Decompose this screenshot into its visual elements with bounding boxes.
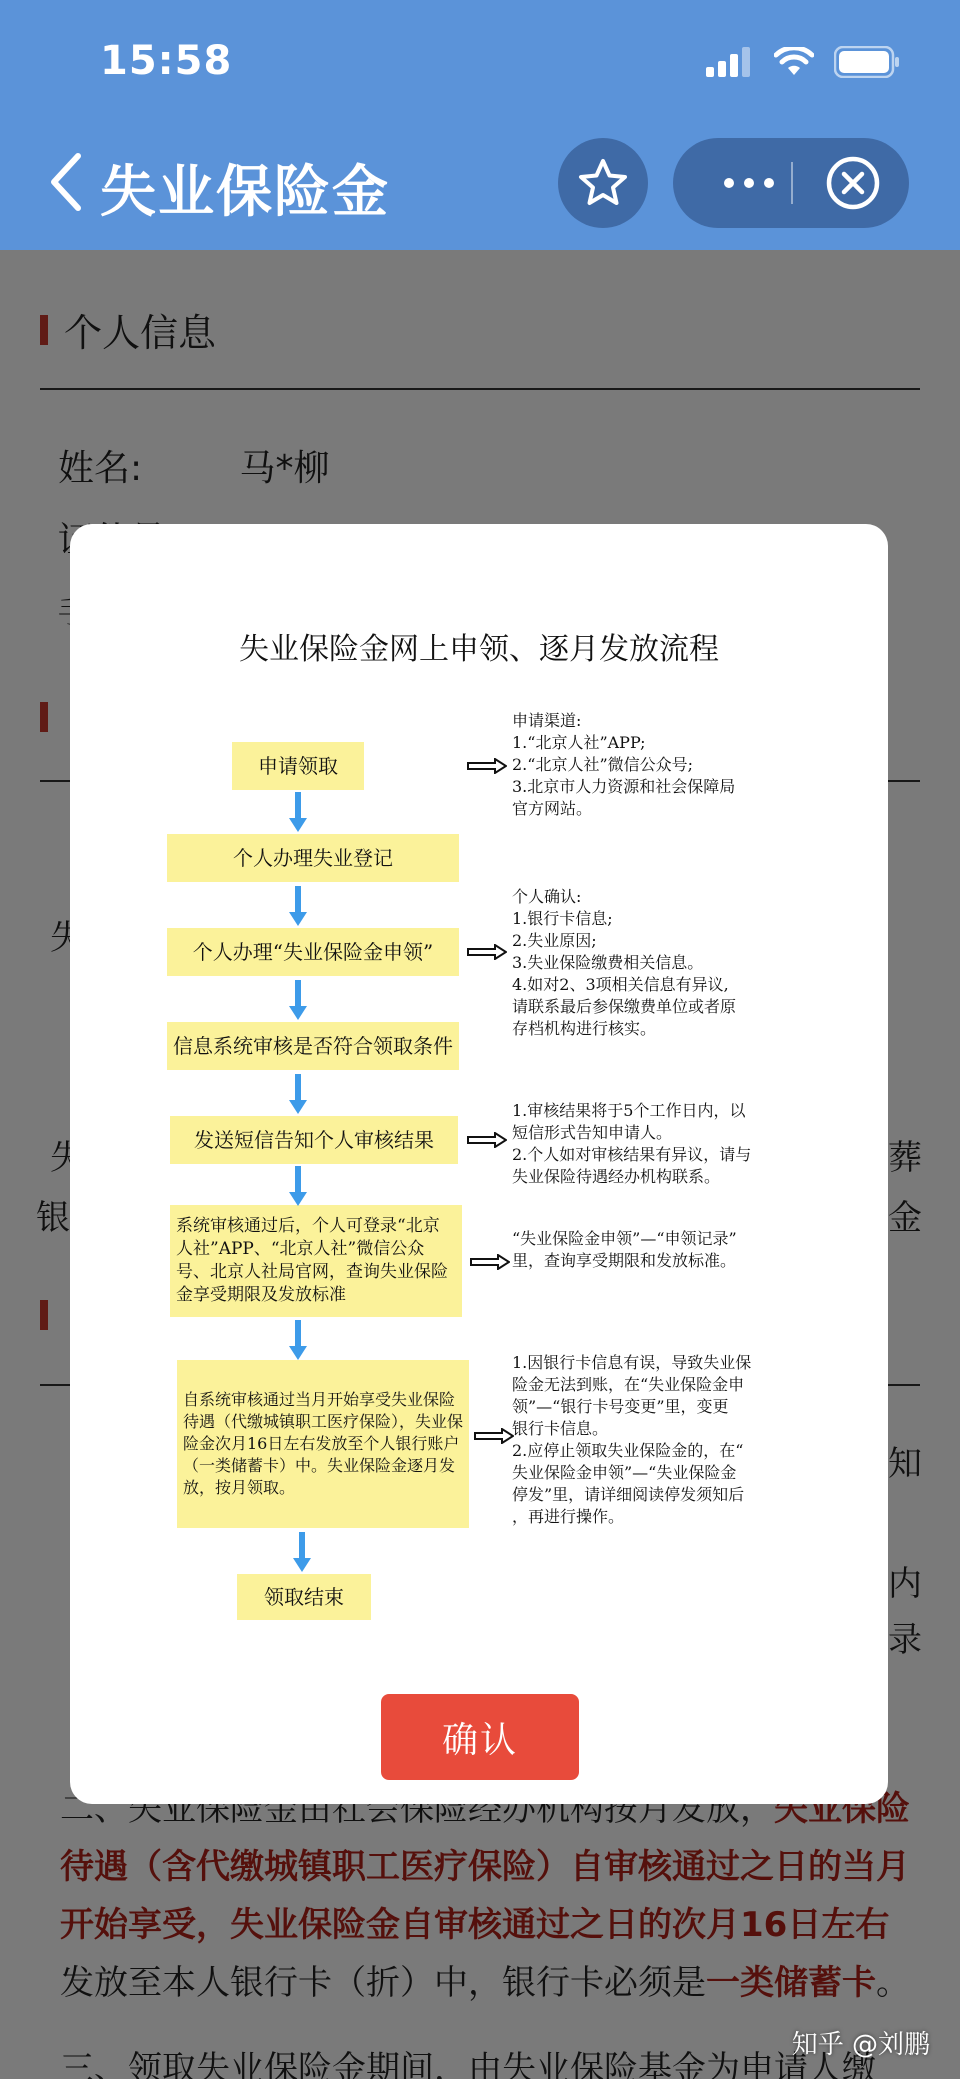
flow-step-end: 领取结束 bbox=[237, 1574, 371, 1620]
back-button[interactable] bbox=[44, 150, 92, 214]
flow-arrow-down-icon bbox=[288, 1166, 308, 1206]
flow-arrow-right-icon bbox=[467, 758, 507, 774]
flow-arrow-down-icon bbox=[288, 1320, 308, 1360]
confirm-button[interactable]: 确认 bbox=[381, 1694, 579, 1780]
flow-arrow-right-icon bbox=[470, 1254, 510, 1270]
close-circle-icon bbox=[825, 155, 881, 211]
note-confirm: 个人确认: 1.银行卡信息; 2.失业原因; 3.失业保险缴费相关信息。 4.如对2、3项相关信息有异议, 请联系最后参保缴费单位或者原 存档机构进行核实。 bbox=[512, 887, 737, 1038]
signal-icon bbox=[706, 47, 754, 77]
note-channels: 申请渠道: 1.“北京人社”APP; 2.“北京人社”微信公众号; 3.北京市人力资源和社会保障局 官方网站。 bbox=[512, 711, 736, 818]
close-button[interactable] bbox=[813, 138, 893, 228]
more-dot-icon bbox=[744, 178, 754, 188]
top-bar bbox=[0, 0, 960, 250]
battery-icon bbox=[834, 46, 900, 78]
flow-arrow-down-icon bbox=[292, 1532, 312, 1572]
flow-arrow-right-icon bbox=[474, 1428, 514, 1444]
flow-arrow-right-icon bbox=[467, 1132, 507, 1148]
chevron-left-icon bbox=[44, 150, 92, 214]
flow-arrow-right-icon bbox=[467, 944, 507, 960]
note-review-result: 1.审核结果将于5个工作日内，以 短信形式告知申请人。 2.个人如对审核结果有异议，请与 失业保险待遇经办机构联系。 bbox=[512, 1101, 752, 1186]
flow-arrow-down-icon bbox=[288, 980, 308, 1020]
more-button[interactable] bbox=[709, 138, 789, 228]
more-dot-icon bbox=[724, 178, 734, 188]
capsule-divider bbox=[791, 162, 793, 204]
note-bank-card: 1.因银行卡信息有误，导致失业保 险金无法到账，在“失业保险金申 领”—“银行卡号变更”里，变更 银行卡信息。 2.应停止领取失业保险金的，在“ 失业保险金申领”—“失业保险金 停发”里，请详细阅读停发须知后 ，再进行操作。 bbox=[512, 1353, 752, 1526]
watermark: 知乎 @刘鹏 bbox=[791, 2030, 930, 2060]
note-query: “失业保险金申领”—“申领记录” 里，查询享受期限和发放标准。 bbox=[512, 1229, 737, 1270]
wifi-icon bbox=[774, 47, 814, 77]
mini-program-capsule bbox=[673, 138, 909, 228]
flow-step-review: 信息系统审核是否符合领取条件 bbox=[167, 1022, 459, 1070]
flow-step-claim: 个人办理“失业保险金申领” bbox=[167, 928, 459, 976]
flow-arrow-down-icon bbox=[288, 886, 308, 926]
modal-title: 失业保险金网上申领、逐月发放流程 bbox=[239, 632, 719, 667]
status-time: 15:58 bbox=[100, 38, 233, 84]
page-title: 失业保险金 bbox=[100, 160, 390, 225]
star-icon bbox=[577, 157, 629, 209]
flow-step-payout: 自系统审核通过当月开始享受失业保险待遇（代缴城镇职工医疗保险），失业保险金次月16日左右发放至个人银行账户（一类储蓄卡）中。失业保险金逐月发放，按月领取。 bbox=[177, 1360, 469, 1528]
flow-step-apply: 申请领取 bbox=[232, 742, 364, 790]
favorite-button[interactable] bbox=[558, 138, 648, 228]
flow-step-register: 个人办理失业登记 bbox=[167, 834, 459, 882]
flow-arrow-down-icon bbox=[288, 1074, 308, 1114]
status-icons bbox=[706, 46, 900, 78]
flow-arrow-down-icon bbox=[288, 792, 308, 832]
flow-step-query: 系统审核通过后，个人可登录“北京人社”APP、“北京人社”微信公众号、北京人社局官网，查询失业保险金享受期限及发放标准 bbox=[170, 1205, 462, 1317]
more-dot-icon bbox=[764, 178, 774, 188]
flow-step-sms: 发送短信告知个人审核结果 bbox=[170, 1116, 458, 1164]
flowchart-modal bbox=[70, 524, 888, 1804]
